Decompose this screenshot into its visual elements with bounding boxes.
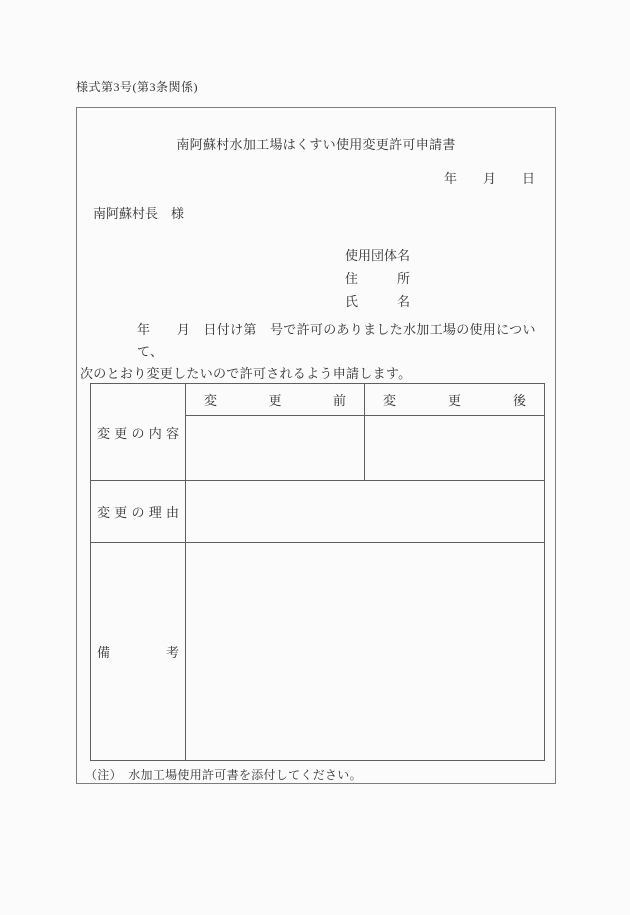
- body-line-1: 年 月 日付け第 号で許可のありました水加工場の使用について、: [137, 322, 536, 359]
- change-content-label-text: 変 更 の 内 容: [97, 425, 179, 441]
- address-label: 住 所: [345, 271, 410, 286]
- application-body: [80, 319, 554, 385]
- column-header-before: [186, 384, 365, 416]
- cell-remarks-blank: [186, 543, 545, 761]
- cell-reason-blank: [186, 481, 545, 543]
- addressee-line: 南阿蘇村長 様: [93, 206, 185, 221]
- change-reason-label-text: 変 更 の 理 由: [97, 505, 179, 520]
- change-table: [90, 383, 545, 761]
- after-header-text: 変 更 後: [383, 393, 526, 408]
- attachment-note: （注） 水加工場使用許可書を添付してください。: [85, 768, 362, 782]
- cell-change-after-blank: [365, 416, 545, 481]
- row-label-change-content: [91, 384, 186, 481]
- name-label: 氏 名: [345, 294, 410, 309]
- row-label-remarks: [91, 543, 186, 761]
- date-placeholder: 年 月 日: [443, 171, 535, 186]
- remarks-label-text: 備 考: [97, 645, 179, 660]
- body-line-2: 次のとおり変更したいので許可されるよう申請します。: [80, 366, 412, 381]
- column-header-after: [365, 384, 545, 416]
- row-label-change-reason: [91, 481, 186, 543]
- cell-change-before-blank: [186, 416, 365, 481]
- form-border-box: [76, 107, 556, 784]
- before-header-text: 変 更 前: [204, 393, 346, 408]
- form-title: 南阿蘇村水加工場はくすい使用変更許可申請書: [176, 137, 456, 152]
- form-number-label: 様式第3号(第3条関係): [76, 80, 198, 94]
- group-name-label: 使用団体名: [345, 248, 411, 263]
- applicant-block: [345, 244, 410, 313]
